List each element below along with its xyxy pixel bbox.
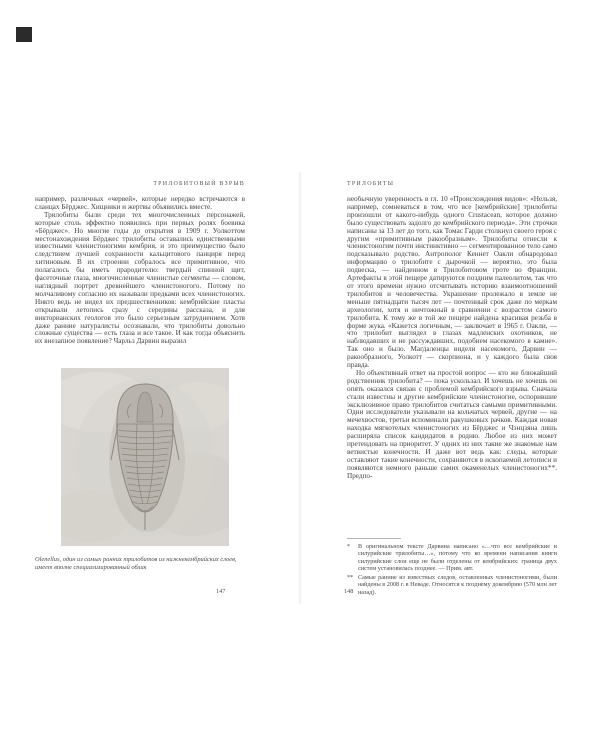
footnotes-block: [347, 538, 557, 596]
right-running-head: ТРИЛОБИТЫ: [347, 181, 395, 187]
paragraph: например, различных «червей», которые нередко встречаются в сланцах Бёрджес. Хищники и жертвы объявились вместе.: [35, 196, 245, 211]
footnote-2: [347, 574, 557, 596]
footnote-1: [347, 543, 557, 572]
right-page-number: 148: [344, 588, 354, 595]
left-page-number: 147: [216, 588, 226, 595]
scan-corner-artifact: [16, 27, 32, 42]
footnote-marker: *: [347, 543, 351, 550]
trilobite-fossil-image: [61, 368, 229, 546]
paragraph: Трилобиты были среди тех многочисленных персонажей, которые столь эффектно появились при первых ролях боевика «Бёрджес». Но многие годы до открытия в 1909 г. Уолкоттом местонахождения Бёрджес трилобиты оставались единственными известными членистоногими кембрия, и это преимущество было следствием лучшей сохранности кальцитового панциря перед хитиновым. В их строении собралось все примитивное, что полагалось бы иметь прародителю: твердый спинной щит, фасеточные глаза, многочисленные членистые сегменты — словом, наглядный портрет древнейшего членистоногого. Потому по молчаливому согласию их называли предками всех членистоногих. Никто ведь не видел их предшественников: кембрийские пласты открывали летопись сразу с середины рассказа, и для викторианских геологов это было серьезным затруднением. Хотя даже ранние натуралисты осознавали, что трилобиты довольно сложные существа — есть глаза и все такое. И как тогда объяснить их внезапное появление? Чарльз Дарвин выразил: [35, 210, 245, 346]
page-gutter: [298, 172, 302, 604]
paragraph: Но объективный ответ на простой вопрос — кто же ближайший родственник трилобита? — пока ускользал. И хочешь не хочешь он опять оказался связан с проблемой кембрийского взрыва. Сначала стали известны и другие кембрийские членистоногие, оспорившие эксклюзивное право трилобитов считаться самыми примитивными. Одни исследователи указывали на кольчатых червей, другие — на мечехвостов, третьи вспоминали ракушковых рачков. Каждая новая находка мягкотелых членистоногих из Бёрджес и Чэнцзяна лишь расширяла список кандидатов в родню. Любое из них может претендовать на приоритет. У одних из них такие же знакомые нам ветвистые конечности. И даже вот ведь как: следы, которые оставляют такие конечности, сохраняются в ископаемой летописи и появляются немного раньше самих окаменелых членистоногих**. Предпо-: [347, 368, 557, 480]
left-page: [35, 180, 245, 572]
trilobite-figure: [61, 368, 229, 546]
right-page: [347, 180, 557, 596]
left-running-head: ТРИЛОБИТОВЫЙ ВЗРЫВ: [153, 181, 245, 187]
footnote-text: Самые ранние из известных следов, оставленных членистоногими, были найдены в 2008 г. в Неваде. Относятся к позднему докембрию (570 млн лет назад).: [358, 574, 557, 596]
footnote-marker: **: [347, 574, 354, 582]
paragraph: необычную уверенность в гл. 10 «Происхождения видов»: «Нельзя, например, сомневаться в том, что все [кембрийские] трилобиты произошли от какого-нибудь одного Crustacean, которое должно было существовать задолго до кембрийского периода». Эти строчки написаны за 13 лет до того, как Томас Гарди столкнул своего героя с другим «примитивным ракообразным». Трилобиты отнесли к членистоногим почти инстинктивно — сегментированное тело само подсказывало родство. Антрополог Кеннет Оакли обнародовал информацию о трилобите с дырочкой — вероятно, это была подвеска, — найденном в Трилобитовом гроте во Франции. Артефакты в этой пещере датируются поздним палеолитом, так что от этого времени нужно отсчитывать историю взаимоотношений трилобитов и человечества. Украшение пролежало в земле не меньше пятнадцати тысяч лет — почтенный срок даже по меркам археологии, хотя и ничтожный в сравнении с возрастом самого трилобита. К тому же в той же пещере найдена красивая резьба в форме жука. «Кажется логичным, — заключает в 1965 г. Оакли, — что трилобит выглядел в глазах мадленских охотников, не наблюдавших и не рассуждавших, подобием насекомого в камне». Так оно и было. Магдаленцы видели насекомого, Дарвин — ракообразного, Уолкотт — скорпиона, и у каждого была своя правда.: [347, 196, 557, 370]
footnote-text: В оригинальном тексте Дарвина написано «…что все кембрийские и силурийские трилобиты…», потому что ко времени написания книги силурийские слои еще не были отделены от кембрийских: граница двух систем установилась позднее. — Прим. авт.: [358, 543, 557, 572]
book-spread: [30, 172, 570, 604]
footnote-rule: [347, 538, 401, 539]
left-page-body: [35, 196, 245, 360]
right-page-body: [347, 196, 557, 534]
figure-caption: Olenellus, один из самых ранних трилобитов из нижнекембрийских слоев, имеет вполне специализированный облик: [35, 556, 237, 571]
